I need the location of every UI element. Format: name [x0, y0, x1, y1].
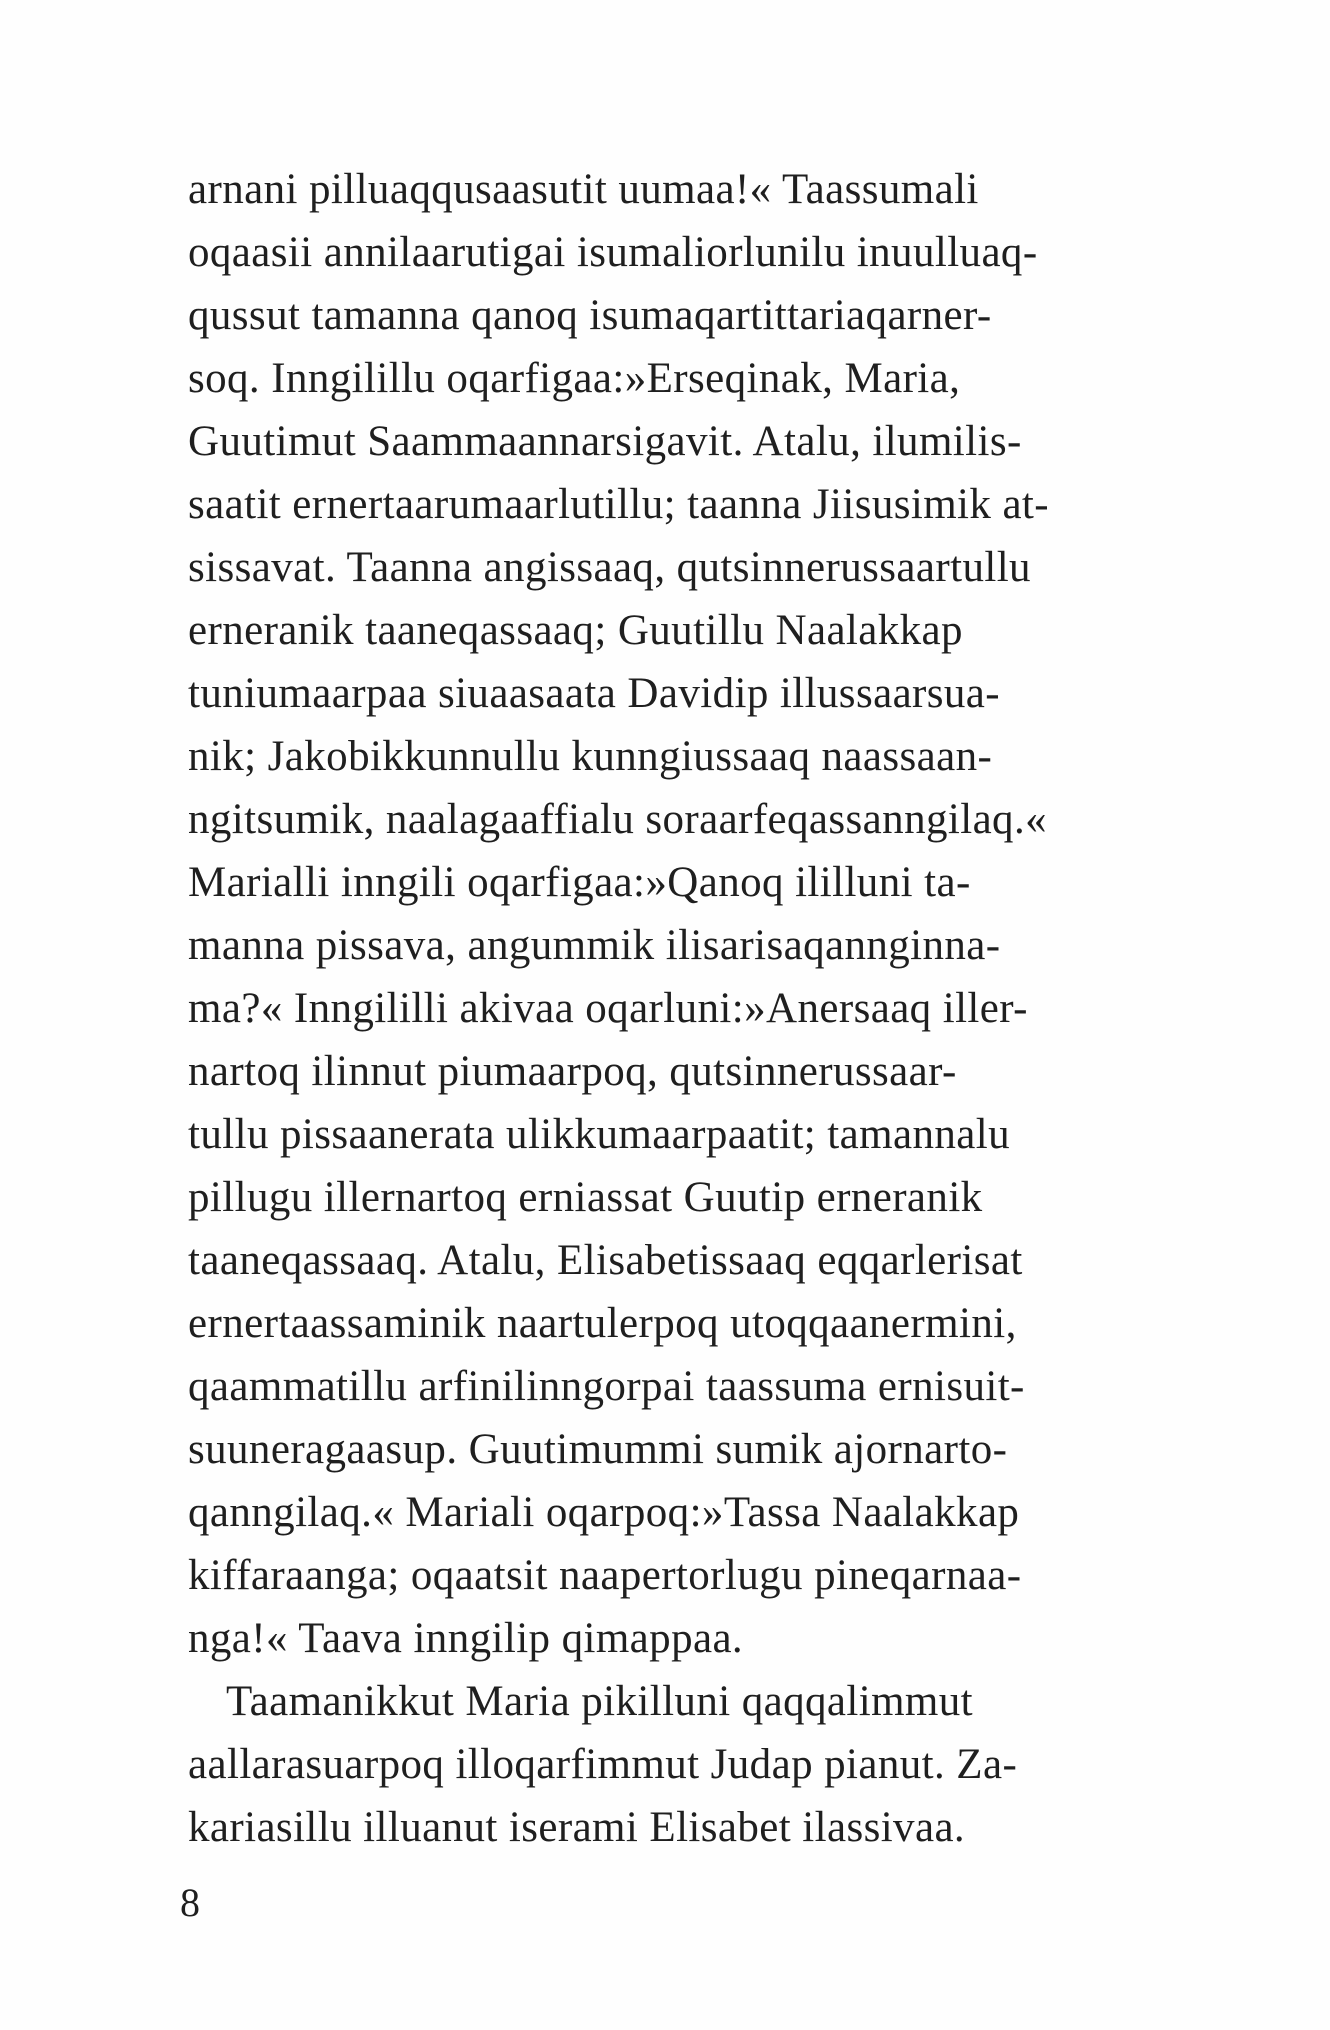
- text-line: tullu pissaanerata ulikkumaarpaatit; tamannalu: [188, 1111, 1010, 1158]
- text-line: Marialli inngili oqarfigaa:»Qanoq ililluni ta-: [188, 859, 971, 906]
- text-line: kariasillu illuanut iserami Elisabet ilassivaa.: [188, 1804, 966, 1851]
- text-line: ma?« Inngililli akivaa oqarluni:»Anersaaq iller-: [188, 985, 1028, 1032]
- paragraph-2: [188, 1670, 1218, 1859]
- text-line: oqaasii annilaarutigai isumaliorlunilu inuulluaq-: [188, 229, 1038, 276]
- text-line: qussut tamanna qanoq isumaqartittariaqarner-: [188, 292, 992, 339]
- text-line: nartoq ilinnut piumaarpoq, qutsinnerussaar-: [188, 1048, 957, 1095]
- page-number: 8: [180, 1880, 200, 1925]
- text-line: erneranik taaneqassaaq; Guutillu Naalakkap: [188, 607, 963, 654]
- text-line: ngitsumik, naalagaaffialu soraarfeqassanngilaq.«: [188, 796, 1048, 843]
- text-line: tuniumaarpaa siuaasaata Davidip illussaarsua-: [188, 670, 1001, 717]
- paragraph-1: [188, 158, 1218, 1670]
- text-line: qanngilaq.« Mariali oqarpoq:»Tassa Naalakkap: [188, 1489, 1020, 1536]
- text-line: taaneqassaaq. Atalu, Elisabetissaaq eqqarlerisat: [188, 1237, 1023, 1284]
- text-line: kiffaraanga; oqaatsit naapertorlugu pineqarnaa-: [188, 1552, 1022, 1599]
- text-line: qaammatillu arfinilinngorpai taassuma ernisuit-: [188, 1363, 1025, 1410]
- text-line: aallarasuarpoq illoqarfimmut Judap pianut. Za-: [188, 1741, 1018, 1788]
- text-line: ernertaassaminik naartulerpoq utoqqaanermini,: [188, 1300, 1017, 1347]
- text-line: arnani pilluaqqusaasutit uumaa!« Taassumali: [188, 166, 979, 213]
- text-line: nik; Jakobikkunnullu kunngiussaaq naassaan-: [188, 733, 993, 780]
- text-line: Guutimut Saammaannarsigavit. Atalu, ilumilis-: [188, 418, 1022, 465]
- text-line: nga!« Taava inngilip qimappaa.: [188, 1615, 744, 1662]
- text-line: Taamanikkut Maria pikilluni qaqqalimmut: [226, 1678, 974, 1725]
- text-line: sissavat. Taanna angissaaq, qutsinnerussaartullu: [188, 544, 1031, 591]
- text-line: manna pissava, angummik ilisarisaqannginna-: [188, 922, 1001, 969]
- page-body-text: [188, 158, 1218, 1859]
- text-line: pillugu illernartoq erniassat Guutip erneranik: [188, 1174, 983, 1221]
- text-line: suuneragaasup. Guutimummi sumik ajornarto-: [188, 1426, 1008, 1473]
- text-line: saatit ernertaarumaarlutillu; taanna Jiisusimik at-: [188, 481, 1049, 528]
- text-line: soq. Inngilillu oqarfigaa:»Erseqinak, Maria,: [188, 355, 961, 402]
